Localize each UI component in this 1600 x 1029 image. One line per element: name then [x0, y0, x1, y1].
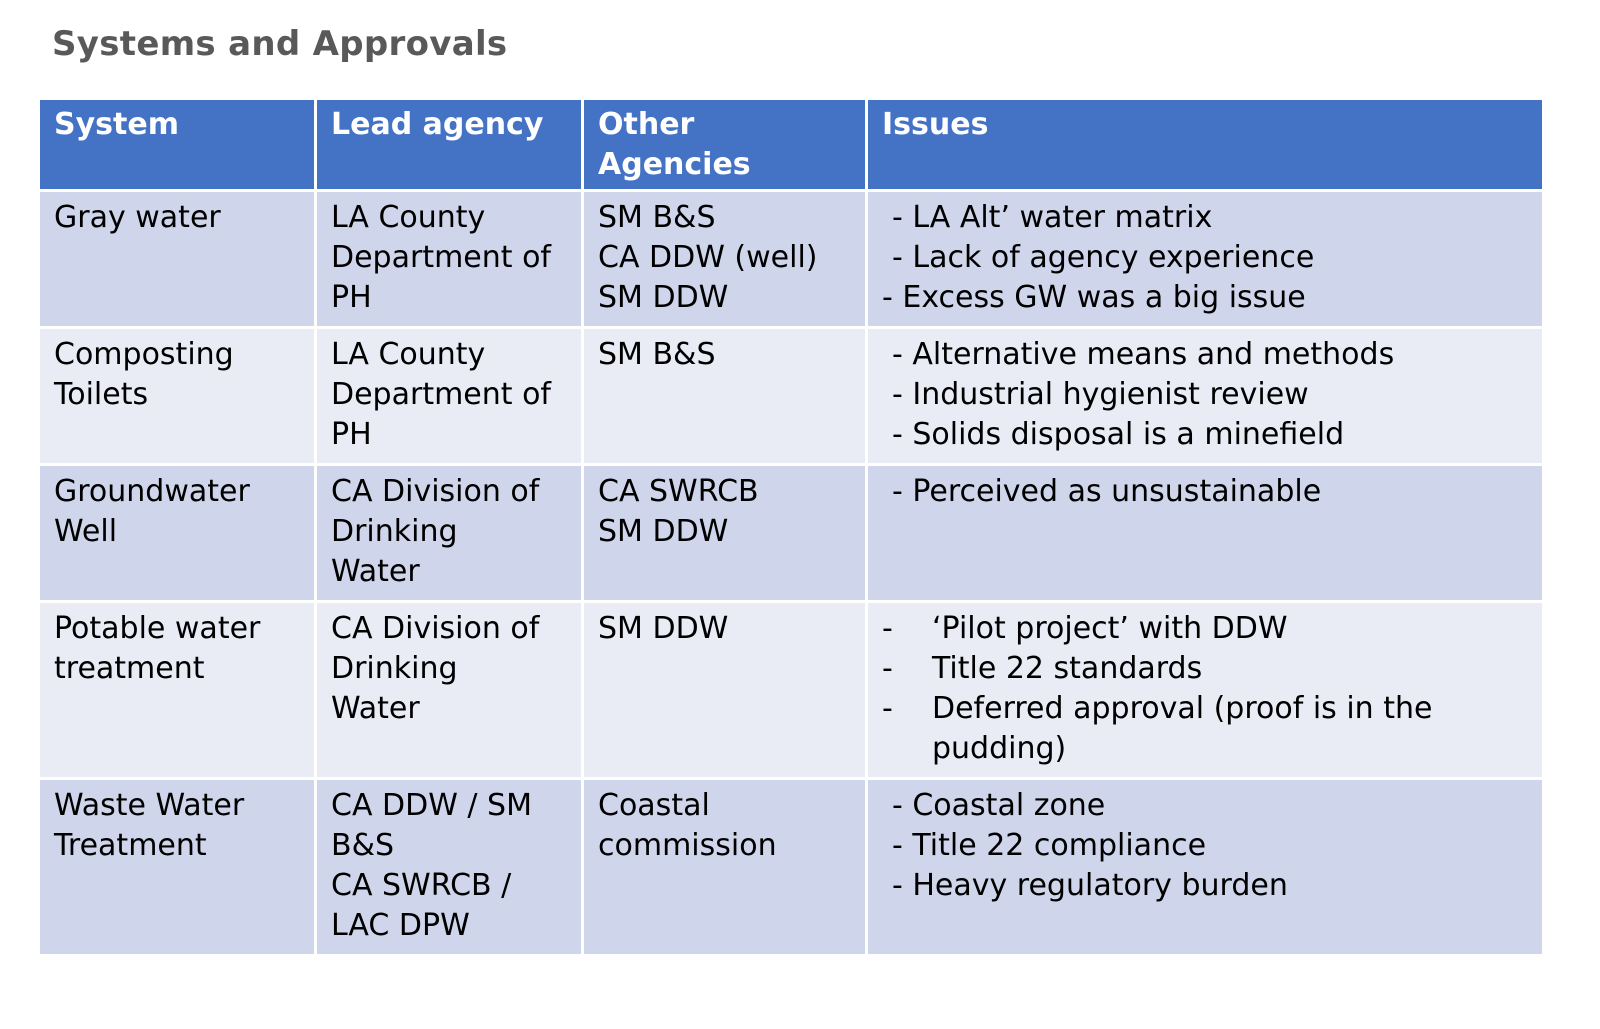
- system-text: Treatment: [54, 828, 207, 863]
- issue-item: - Coastal zone: [892, 788, 1106, 823]
- other-agency-text: SM B&S: [598, 200, 716, 235]
- issue-text: Title 22 standards: [932, 651, 1203, 686]
- issues-list: [882, 609, 1534, 769]
- issue-item: - LA Alt’ water matrix: [892, 200, 1213, 235]
- issues-list: [882, 472, 1534, 512]
- issue-item: - Lack of agency experience: [892, 240, 1315, 275]
- table-row: [39, 602, 1544, 779]
- table-row: [39, 779, 1544, 956]
- issue-item: - Excess GW was a big issue: [882, 280, 1306, 315]
- lead-agency-cell: [316, 328, 583, 465]
- other-agencies-cell: [583, 191, 867, 328]
- issue-item: - Industrial hygienist review: [892, 377, 1309, 412]
- issues-list: [882, 335, 1534, 455]
- other-agencies-cell: [583, 328, 867, 465]
- issues-list: [882, 198, 1534, 318]
- lead-agency-text: LAC DPW: [331, 908, 470, 943]
- issues-cell: [867, 602, 1544, 779]
- column-header-issues: Issues: [867, 99, 1544, 191]
- other-agency-text: SM DDW: [598, 611, 729, 646]
- other-agency-text: SM DDW: [598, 514, 729, 549]
- other-agency-text: CA SWRCB: [598, 474, 759, 509]
- lead-agency-text: PH: [331, 280, 372, 315]
- system-text: Well: [54, 514, 118, 549]
- other-agencies-cell: [583, 465, 867, 602]
- issue-item: - Title 22 compliance: [892, 828, 1207, 863]
- issues-cell: [867, 779, 1544, 956]
- issue-text: Deferred approval (proof is in the pudding): [932, 691, 1433, 766]
- dash-bullet: -: [882, 651, 893, 686]
- dash-bullet: -: [882, 691, 893, 726]
- issue-item: - Perceived as unsustainable: [892, 474, 1322, 509]
- lead-agency-text: LA County: [331, 200, 486, 235]
- system-text: Groundwater: [54, 474, 250, 509]
- lead-agency-cell: [316, 602, 583, 779]
- lead-agency-cell: [316, 191, 583, 328]
- lead-agency-text: Drinking: [331, 514, 458, 549]
- other-agencies-cell: [583, 779, 867, 956]
- page-title: Systems and Approvals: [52, 24, 508, 64]
- system-text: Waste Water: [54, 788, 245, 823]
- lead-agency-text: CA Division of: [331, 611, 540, 646]
- table-row: [39, 191, 1544, 328]
- dash-bullet: -: [882, 611, 893, 646]
- lead-agency-text: Department of: [331, 240, 551, 275]
- table-row: [39, 328, 1544, 465]
- issue-text: ‘Pilot project’ with DDW: [932, 611, 1288, 646]
- other-agency-text: SM B&S: [598, 337, 716, 372]
- lead-agency-text: PH: [331, 417, 372, 452]
- lead-agency-text: CA DDW / SM: [331, 788, 532, 823]
- lead-agency-text: Water: [331, 691, 420, 726]
- column-header-system: System: [39, 99, 316, 191]
- lead-agency-text: B&S: [331, 828, 395, 863]
- system-cell: [39, 191, 316, 328]
- lead-agency-text: Water: [331, 554, 420, 589]
- lead-agency-text: Drinking: [331, 651, 458, 686]
- lead-agency-text: Department of: [331, 377, 551, 412]
- lead-agency-cell: [316, 465, 583, 602]
- systems-approvals-table: [37, 97, 1545, 957]
- system-cell: [39, 779, 316, 956]
- system-cell: [39, 328, 316, 465]
- other-agency-text: CA DDW (well): [598, 240, 818, 275]
- other-agency-text: Coastal: [598, 788, 710, 823]
- issue-item: [882, 649, 1534, 689]
- column-header-other-agencies: Other Agencies: [583, 99, 867, 191]
- issues-cell: [867, 328, 1544, 465]
- other-agency-text: SM DDW: [598, 280, 729, 315]
- system-cell: [39, 602, 316, 779]
- issues-cell: [867, 191, 1544, 328]
- issue-item: [882, 689, 1534, 769]
- system-text: Composting: [54, 337, 234, 372]
- table-row: [39, 465, 1544, 602]
- other-agency-text: commission: [598, 828, 777, 863]
- issue-item: - Heavy regulatory burden: [892, 868, 1288, 903]
- column-header-lead-agency: Lead agency: [316, 99, 583, 191]
- table-header-row: [39, 99, 1544, 191]
- lead-agency-text: CA SWRCB /: [331, 868, 512, 903]
- lead-agency-cell: [316, 779, 583, 956]
- lead-agency-text: LA County: [331, 337, 486, 372]
- system-cell: [39, 465, 316, 602]
- system-text: Potable water: [54, 611, 261, 646]
- lead-agency-text: CA Division of: [331, 474, 540, 509]
- issue-item: [882, 609, 1534, 649]
- system-text: Gray water: [54, 200, 221, 235]
- issue-item: - Alternative means and methods: [892, 337, 1395, 372]
- system-text: Toilets: [54, 377, 149, 412]
- issues-list: [882, 786, 1534, 906]
- other-agencies-cell: [583, 602, 867, 779]
- issues-cell: [867, 465, 1544, 602]
- system-text: treatment: [54, 651, 205, 686]
- issue-item: - Solids disposal is a minefield: [892, 417, 1345, 452]
